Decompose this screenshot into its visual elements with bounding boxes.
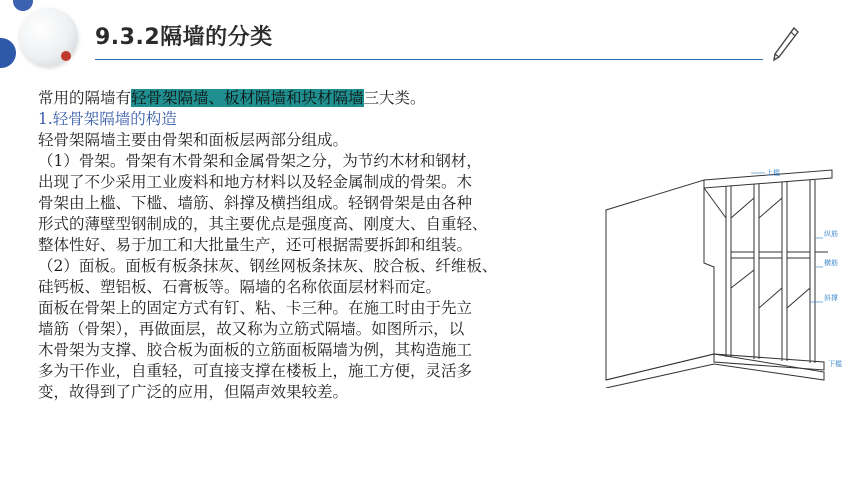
body-line: 木骨架为支撑、胶合板为面板的立筋面板隔墙为例，其构造施工 xyxy=(38,341,473,359)
partition-wall-figure xyxy=(596,158,846,388)
body-line: 面板在骨架上的固定方式有钉、粘、卡三种。在施工时由于先立 xyxy=(38,299,473,317)
body-line: 多为干作业，自重轻，可直接支撑在楼板上，施工方便，灵活多 xyxy=(38,362,473,380)
brace xyxy=(731,198,782,218)
stud xyxy=(782,182,787,361)
body-line: 墙筋（骨架），再做面层，故又称为立筋式隔墙。如图所示，以 xyxy=(38,320,465,338)
floor-outline xyxy=(606,354,824,388)
pencil-icon xyxy=(770,25,800,65)
decor-circle-red xyxy=(61,51,71,61)
page-title: 9.3.2隔墙的分类 xyxy=(95,25,273,50)
intro-highlight: 轻骨架隔墙、板材隔墙和块材隔墙 xyxy=(131,89,364,107)
body-line: （2）面板。面板有板条抹灰、钢丝网板条抹灰、胶合板、纤维板、 xyxy=(38,257,498,275)
stud xyxy=(726,186,731,357)
label-brace: 斜撑 xyxy=(824,294,838,302)
decor-circle-blue-top xyxy=(13,0,33,11)
intro-prefix: 常用的隔墙有 xyxy=(38,89,132,107)
wall-panel xyxy=(606,180,714,380)
intro-suffix: 三大类。 xyxy=(363,89,426,107)
body-line: 变，故得到了广泛的应用，但隔声效果较差。 xyxy=(38,383,349,401)
body-line: 硅钙板、塑铝板、石膏板等。隔墙的名称依面层材料而定。 xyxy=(38,278,442,296)
brace xyxy=(731,270,810,308)
body-line: 出现了不少采用工业废料和地方材料以及轻金属制成的骨架。木 xyxy=(38,173,473,191)
label-stud: 纵筋 xyxy=(824,230,838,238)
label-bottom-sill: 下槛 xyxy=(828,360,842,368)
body-line: （1）骨架。骨架有木骨架和金属骨架之分，为节约木材和钢材， xyxy=(38,152,482,170)
body-line: 形式的薄壁型钢制成的，其主要优点是强度高、刚度大、自重轻、 xyxy=(38,215,488,233)
intro-line xyxy=(38,89,426,108)
stud xyxy=(810,180,815,363)
section-heading: 1.轻骨架隔墙的构造 xyxy=(38,110,177,128)
panel-edge xyxy=(704,188,726,357)
body-line: 轻骨架隔墙主要由骨架和面板层两部分组成。 xyxy=(38,131,349,149)
decor-circle-blue-left xyxy=(0,38,16,68)
label-top-sill: 上槛 xyxy=(766,169,780,177)
body-line: 骨架由上槛、下槛、墙筋、斜撑及横挡组成。轻钢骨架是由各种 xyxy=(38,194,473,212)
body-line: 整体性好、易于加工和大批量生产，还可根据需要拆卸和组装。 xyxy=(38,236,473,254)
title-rule xyxy=(95,59,763,60)
label-nogging: 横筋 xyxy=(824,259,838,267)
stud xyxy=(754,184,759,359)
